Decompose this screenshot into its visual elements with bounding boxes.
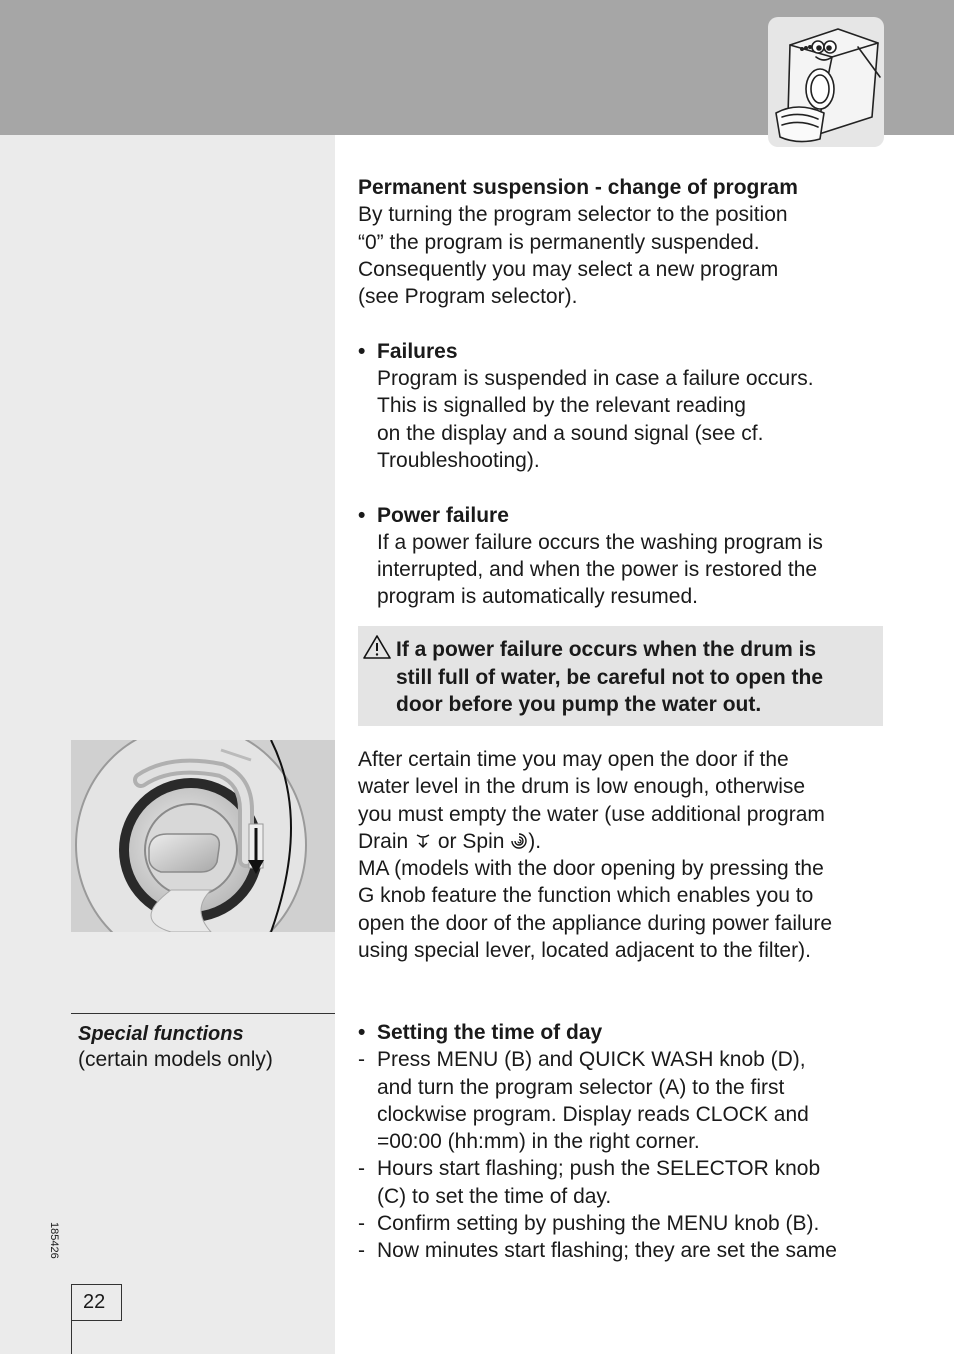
power-failure-line: program is automatically resumed.: [377, 585, 698, 609]
special-functions-title: Special functions: [78, 1023, 244, 1045]
list-item-line: Confirm setting by pushing the MENU knob (B).: [377, 1212, 820, 1236]
page-number: 22: [83, 1291, 106, 1313]
power-failure-heading: [358, 502, 883, 529]
suspension-line: (see Program selector).: [358, 285, 578, 309]
dash: -: [358, 1239, 365, 1263]
failures-line: Program is suspended in case a failure occurs.: [377, 367, 814, 391]
door-line-drain-spin: [358, 828, 883, 855]
list-item-line: (C) to set the time of day.: [377, 1184, 612, 1208]
document-code-text: 185426: [48, 1222, 60, 1259]
failures-title: Failures: [377, 339, 458, 363]
list-item: [358, 1237, 883, 1264]
drain-icon: [414, 832, 432, 850]
failures-line: on the display and a sound signal (see cf.: [377, 421, 764, 445]
power-failure-line: If a power failure occurs the washing program is: [377, 530, 823, 554]
door-line: G knob feature the function which enables you to: [358, 884, 814, 908]
door-line: open the door of the appliance during power failure: [358, 911, 832, 935]
suspension-line: “0” the program is permanently suspended.: [358, 230, 760, 254]
dash: -: [358, 1212, 365, 1236]
door-section: [358, 746, 883, 964]
warning-text: [396, 636, 876, 719]
door-line: water level in the drum is low enough, otherwise: [358, 775, 806, 799]
door-line: using special lever, located adjacent to the filter).: [358, 939, 811, 963]
suspension-section: [358, 174, 883, 611]
warning-line: door before you pump the water out.: [396, 693, 762, 716]
list-item-line: clockwise program. Display reads CLOCK and: [377, 1102, 809, 1126]
list-item-line: Hours start flashing; push the SELECTOR knob: [377, 1157, 821, 1181]
list-item: [358, 1210, 883, 1237]
list-item-line: Now minutes start flashing; they are set the same: [377, 1239, 837, 1263]
bullet: •: [358, 339, 366, 363]
drain-label: Drain: [358, 829, 409, 853]
bullet: •: [358, 1021, 366, 1044]
drain-filter-photo: [71, 740, 335, 932]
suspension-title: Permanent suspension - change of program: [358, 176, 798, 199]
special-functions-rule: [71, 1013, 335, 1014]
time-of-day-title: Setting the time of day: [377, 1021, 603, 1044]
time-of-day-section: [358, 1019, 883, 1265]
spin-icon: [510, 832, 528, 850]
door-line: MA (models with the door opening by pressing the: [358, 857, 824, 881]
special-functions-subtitle: (certain models only): [78, 1048, 273, 1071]
door-line: you must empty the water (use additional program: [358, 802, 825, 826]
door-line: After certain time you may open the door if the: [358, 748, 789, 771]
washing-machine-mascot-icon: [768, 17, 884, 147]
bullet: •: [358, 503, 366, 527]
power-failure-line: interrupted, and when the power is restored the: [377, 558, 818, 582]
power-failure-title: Power failure: [377, 503, 509, 527]
spin-label: or Spin: [437, 829, 505, 853]
failures-heading: [358, 338, 883, 365]
warning-line: If a power failure occurs when the drum is: [396, 638, 817, 661]
suspension-line: Consequently you may select a new program: [358, 257, 779, 281]
suspension-line: By turning the program selector to the position: [358, 203, 788, 227]
warning-box: [358, 626, 883, 726]
door-line-end: ).: [528, 829, 542, 853]
list-item: [358, 1155, 883, 1210]
dash: -: [358, 1048, 365, 1072]
list-item-line: and turn the program selector (A) to the first: [377, 1075, 785, 1099]
page-number-line: [71, 1321, 72, 1354]
failures-line: This is signalled by the relevant reading: [377, 394, 746, 418]
document-code: [48, 1222, 62, 1262]
dash: -: [358, 1157, 365, 1181]
list-item-line: Press MENU (B) and QUICK WASH knob (D),: [377, 1048, 806, 1072]
failures-line: Troubleshooting).: [377, 448, 540, 472]
list-item: [358, 1046, 883, 1155]
warning-line: still full of water, be careful not to open the: [396, 665, 824, 689]
list-item-line: =00:00 (hh:mm) in the right corner.: [377, 1130, 700, 1154]
time-of-day-heading: [358, 1019, 883, 1046]
warning-triangle-icon: [362, 634, 392, 660]
